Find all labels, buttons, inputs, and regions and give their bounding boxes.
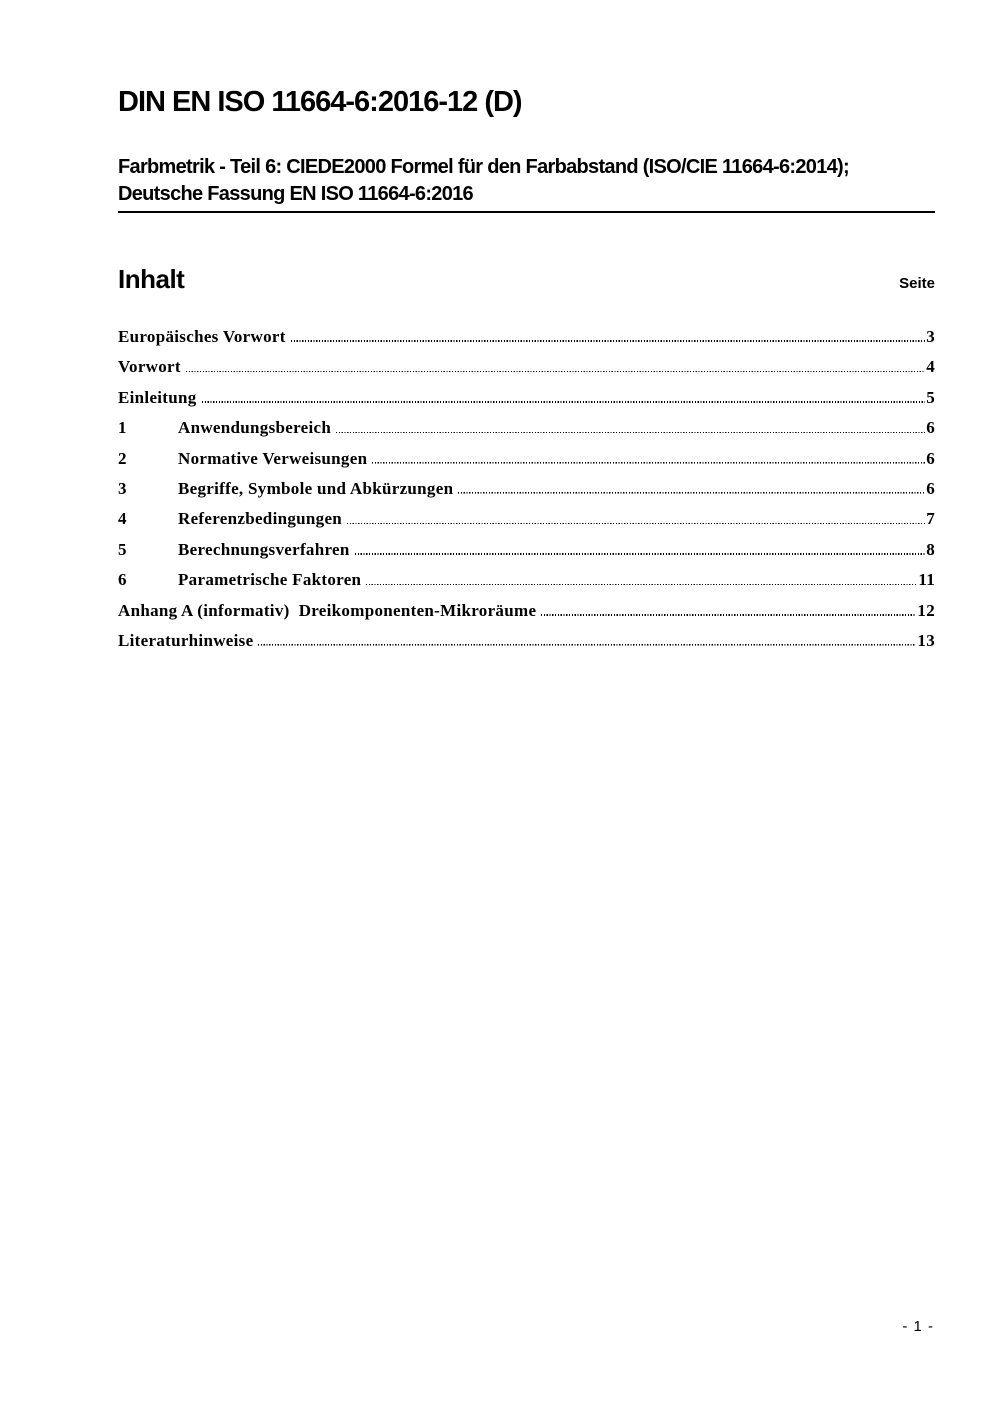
page-title: DIN EN ISO 11664-6:2016-12 (D)	[118, 86, 522, 118]
toc-entry	[118, 504, 935, 534]
toc-entry-page: 6	[926, 448, 935, 468]
toc-entry-label: Literaturhinweise	[118, 630, 254, 650]
toc-heading: Inhalt	[118, 264, 185, 294]
toc-dot-leader	[291, 340, 926, 342]
toc-entry	[118, 383, 935, 413]
toc-entry-number: 4	[118, 509, 127, 529]
toc-entry-page: 7	[926, 509, 935, 529]
footer-page-number: - 1 -	[902, 1318, 934, 1335]
toc-entry	[118, 626, 935, 656]
toc-entry	[118, 413, 935, 443]
page-column-label: Seite	[899, 275, 935, 292]
toc-entry-page: 8	[926, 539, 935, 559]
toc-entry-page: 4	[926, 357, 935, 377]
toc-entry-number: 3	[118, 478, 127, 498]
toc-entry-label: Berechnungsverfahren	[178, 539, 350, 559]
toc-entry-label: Parametrische Faktoren	[178, 570, 362, 590]
toc-entry-page: 12	[917, 600, 935, 620]
toc-entry-page: 6	[926, 418, 935, 438]
toc-dot-leader	[258, 644, 916, 646]
toc-entry-number: 1	[118, 418, 127, 438]
toc-dot-leader	[336, 432, 925, 434]
subtitle-line-2: Deutsche Fassung EN ISO 11664-6:2016	[118, 183, 473, 205]
toc-entry-number: 6	[118, 570, 127, 590]
toc-entry-label: Begriffe, Symbole und Abkürzungen	[178, 478, 454, 498]
toc-entry	[118, 352, 935, 382]
toc-entry	[118, 474, 935, 504]
toc-entry-label: Normative Verweisungen	[178, 448, 368, 468]
toc-entry-page: 11	[918, 570, 935, 590]
document-subtitle	[118, 154, 948, 208]
toc-entry	[118, 535, 935, 565]
toc-entry-page: 6	[926, 478, 935, 498]
toc-header	[118, 264, 935, 295]
toc-dot-leader	[541, 614, 916, 616]
toc-entry-number: 2	[118, 448, 127, 468]
toc-entry-page: 3	[926, 327, 935, 346]
toc-entry-page: 5	[926, 387, 935, 407]
toc-entry	[118, 322, 935, 352]
toc-entry	[118, 565, 935, 595]
toc-entry-label: Einleitung	[118, 387, 197, 407]
toc-entry-label: Anhang A (informativ) Dreikomponenten-Mikroräume	[118, 600, 537, 620]
toc-dot-leader	[202, 401, 926, 403]
toc-entry-label: Vorwort	[118, 357, 181, 377]
toc-entry-label: Europäisches Vorwort	[118, 327, 286, 346]
toc-dot-leader	[355, 553, 926, 555]
toc-dot-leader	[458, 492, 925, 494]
toc-entry	[118, 596, 935, 626]
title-divider	[118, 211, 935, 213]
toc-entry-label: Referenzbedingungen	[178, 509, 343, 529]
toc-list	[118, 322, 935, 656]
toc-dot-leader	[347, 523, 925, 525]
toc-entry-number: 5	[118, 539, 127, 559]
toc-dot-leader	[372, 462, 925, 464]
toc-entry-label: Anwendungsbereich	[178, 418, 332, 438]
toc-entry	[118, 444, 935, 474]
toc-dot-leader	[186, 371, 925, 373]
subtitle-line-1: Farbmetrik - Teil 6: CIEDE2000 Formel für den Farbabstand (ISO/CIE 11664-6:2014);	[118, 156, 849, 178]
toc-dot-leader	[366, 584, 917, 586]
toc-entry-page: 13	[917, 630, 935, 650]
